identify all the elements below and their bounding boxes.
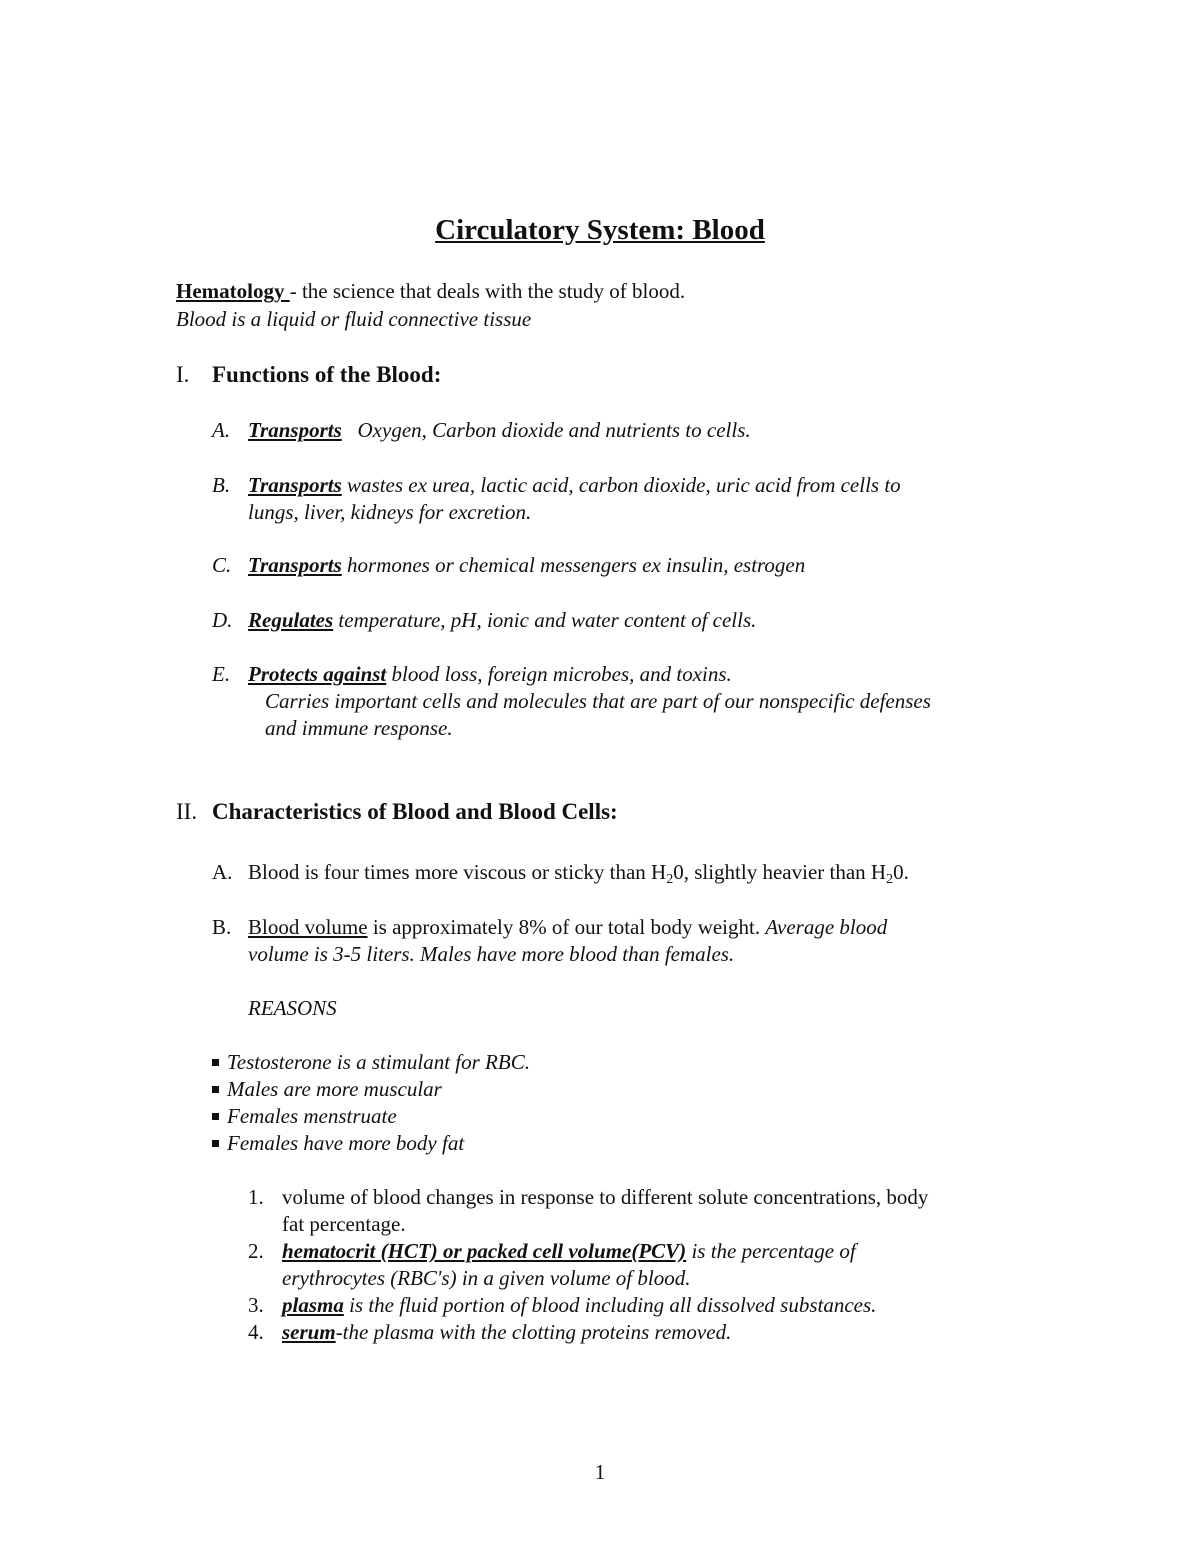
square-bullet-icon — [212, 1059, 219, 1066]
numbered-item-2-continued: erythrocytes (RBC's) in a given volume of blood. — [282, 1266, 691, 1290]
item-marker: B. — [212, 473, 231, 497]
item-marker: B. — [212, 915, 232, 939]
square-bullet-icon — [212, 1140, 219, 1147]
section-2-heading — [176, 799, 618, 825]
function-item-b-continued: lungs, liver, kidneys for excretion. — [248, 500, 532, 524]
square-bullet-icon — [212, 1086, 219, 1093]
item-term: Regulates — [248, 608, 334, 632]
item-term: Transports — [248, 473, 342, 497]
item-text: Oxygen, Carbon dioxide and nutrients to cells. — [341, 418, 751, 442]
item-marker: A. — [212, 860, 233, 884]
function-item-e-continued-2: and immune response. — [265, 716, 453, 740]
item-text: 0, slightly heavier than H — [673, 860, 887, 884]
section-1-title: Functions of the Blood: — [212, 362, 442, 387]
item-text: is approximately 8% of our total body weight. — [367, 915, 766, 939]
function-item-b — [212, 472, 901, 499]
characteristic-item-a — [212, 859, 909, 893]
reason-text: Females have more body fat — [227, 1131, 465, 1155]
function-item-c — [212, 552, 805, 579]
numbered-item-2 — [248, 1238, 856, 1265]
section-2-numeral: II. — [176, 799, 198, 824]
item-term: Transports — [248, 418, 342, 442]
reasons-label: REASONS — [248, 996, 337, 1020]
numbered-item-1 — [248, 1184, 928, 1211]
characteristic-item-b-continued: volume is 3-5 liters. Males have more blood than females. — [248, 942, 735, 966]
item-term: Blood volume — [248, 915, 368, 939]
reason-item — [212, 1103, 397, 1130]
reason-text: Testosterone is a stimulant for RBC. — [227, 1050, 530, 1074]
characteristic-item-b — [212, 914, 887, 941]
item-term: plasma — [282, 1293, 344, 1317]
reason-text: Females menstruate — [227, 1104, 397, 1128]
item-term: hematocrit (HCT) or packed cell volume(PCV) — [282, 1239, 687, 1263]
hematology-line — [176, 278, 685, 305]
item-marker: C. — [212, 553, 232, 577]
hematology-definition: - the science that deals with the study of blood. — [289, 279, 686, 303]
item-term: Transports — [248, 553, 342, 577]
hematology-term: Hematology — [176, 279, 290, 303]
subscript: 2 — [666, 872, 674, 887]
section-1-numeral: I. — [176, 362, 190, 387]
numbered-item-3 — [248, 1292, 876, 1319]
numbered-item-4 — [248, 1319, 731, 1346]
item-marker: 4. — [248, 1320, 264, 1344]
function-item-a — [212, 417, 751, 444]
section-2-title: Characteristics of Blood and Blood Cells: — [212, 799, 618, 824]
numbered-item-1-continued: fat percentage. — [282, 1212, 406, 1236]
item-text: -the plasma with the clotting proteins removed. — [335, 1320, 732, 1344]
item-term: Protects against — [248, 662, 387, 686]
reason-text: Males are more muscular — [227, 1077, 442, 1101]
reason-item — [212, 1049, 530, 1076]
item-text: wastes ex urea, lactic acid, carbon dioxide, uric acid from cells to — [341, 473, 901, 497]
item-text-italic: Average blood — [765, 915, 888, 939]
item-text: is the fluid portion of blood including all dissolved substances. — [343, 1293, 877, 1317]
item-marker: A. — [212, 418, 231, 442]
item-text: is the percentage of — [686, 1239, 856, 1263]
subscript: 2 — [886, 872, 894, 887]
reason-item — [212, 1130, 464, 1157]
item-marker: E. — [212, 662, 231, 686]
page-title: Circulatory System: Blood — [435, 214, 765, 246]
blood-tissue-line: Blood is a liquid or fluid connective tissue — [176, 307, 532, 331]
section-1-heading — [176, 362, 441, 388]
item-text: temperature, pH, ionic and water content of cells. — [333, 608, 757, 632]
item-marker: 2. — [248, 1239, 264, 1263]
reason-item — [212, 1076, 442, 1103]
item-text: Blood is four times more viscous or sticky than H — [248, 860, 667, 884]
item-text: hormones or chemical messengers ex insulin, estrogen — [341, 553, 806, 577]
item-text: volume of blood changes in response to different solute concentrations, body — [282, 1185, 929, 1209]
page-number: 1 — [594, 1460, 606, 1484]
item-marker: 3. — [248, 1293, 264, 1317]
square-bullet-icon — [212, 1113, 219, 1120]
function-item-e-continued: Carries important cells and molecules that are part of our nonspecific defenses — [265, 689, 931, 713]
item-marker: D. — [212, 608, 233, 632]
item-marker: 1. — [248, 1185, 264, 1209]
item-text: blood loss, foreign microbes, and toxins. — [386, 662, 732, 686]
item-term: serum — [282, 1320, 336, 1344]
item-text: 0. — [893, 860, 909, 884]
function-item-e — [212, 661, 732, 688]
function-item-d — [212, 607, 756, 634]
